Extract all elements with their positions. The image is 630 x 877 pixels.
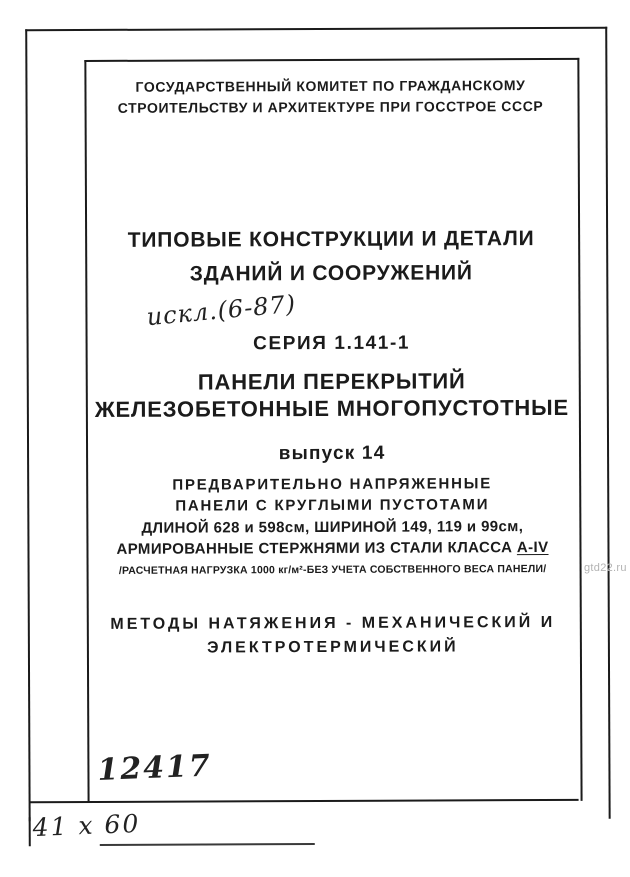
handwritten-exclusion-note: искл.(6-87) xyxy=(145,289,298,332)
handwritten-format-note: 41 х 60 xyxy=(32,808,141,843)
main-title-line-1: ПАНЕЛИ ПЕРЕКРЫТИЙ xyxy=(197,368,466,395)
design-load-note: /РАСЧЕТНАЯ НАГРУЗКА 1000 кг/м²-БЕЗ УЧЕТА СОБСТВЕННОГО ВЕСА ПАНЕЛИ/ xyxy=(118,562,547,577)
outer-border-left-extension xyxy=(29,817,31,846)
doc-type-title-line-1: ТИПОВЫЕ КОНСТРУКЦИИ И ДЕТАЛИ xyxy=(127,227,535,252)
issue-label: выпуск 14 xyxy=(278,442,386,465)
series-label: СЕРИЯ 1.141-1 xyxy=(253,332,411,355)
doc-type-title-line-2: ЗДАНИЙ И СООРУЖЕНИЙ xyxy=(189,261,473,286)
handwritten-stamp-number: 12417 xyxy=(96,748,213,788)
format-note-underline xyxy=(100,843,315,846)
tensioning-methods-line-2: ЭЛЕКТРОТЕРМИЧЕСКИЙ xyxy=(207,638,459,657)
reinforcement-text: АРМИРОВАННЫЕ СТЕРЖНЯМИ ИЗ СТАЛИ КЛАССА xyxy=(116,539,517,558)
subtitle-line-2: ПАНЕЛИ С КРУГЛЫМИ ПУСТОТАМИ xyxy=(175,496,490,515)
dimensions-line: ДЛИНОЙ 628 и 598см, ШИРИНОЙ 149, 119 и 99см, xyxy=(141,518,524,537)
subtitle-line-1: ПРЕДВАРИТЕЛЬНО НАПРЯЖЕННЫЕ xyxy=(172,475,493,494)
committee-header-line-1: ГОСУДАРСТВЕННЫЙ КОМИТЕТ ПО ГРАЖДАНСКОМУ xyxy=(135,77,526,95)
committee-header-line-2: СТРОИТЕЛЬСТВУ И АРХИТЕКТУРЕ ПРИ ГОССТРОЕ СССР xyxy=(117,98,544,116)
tensioning-methods-line-1: МЕТОДЫ НАТЯЖЕНИЯ - МЕХАНИЧЕСКИЙ И xyxy=(110,613,556,633)
inner-border-frame xyxy=(84,58,582,803)
site-watermark: gtd22.ru xyxy=(584,562,627,574)
reinforcement-line xyxy=(87,539,577,558)
main-title-line-2: ЖЕЛЕЗОБЕТОННЫЕ МНОГОПУСТОТНЫЕ xyxy=(94,394,569,422)
steel-class-designation: А-IV xyxy=(516,538,549,557)
